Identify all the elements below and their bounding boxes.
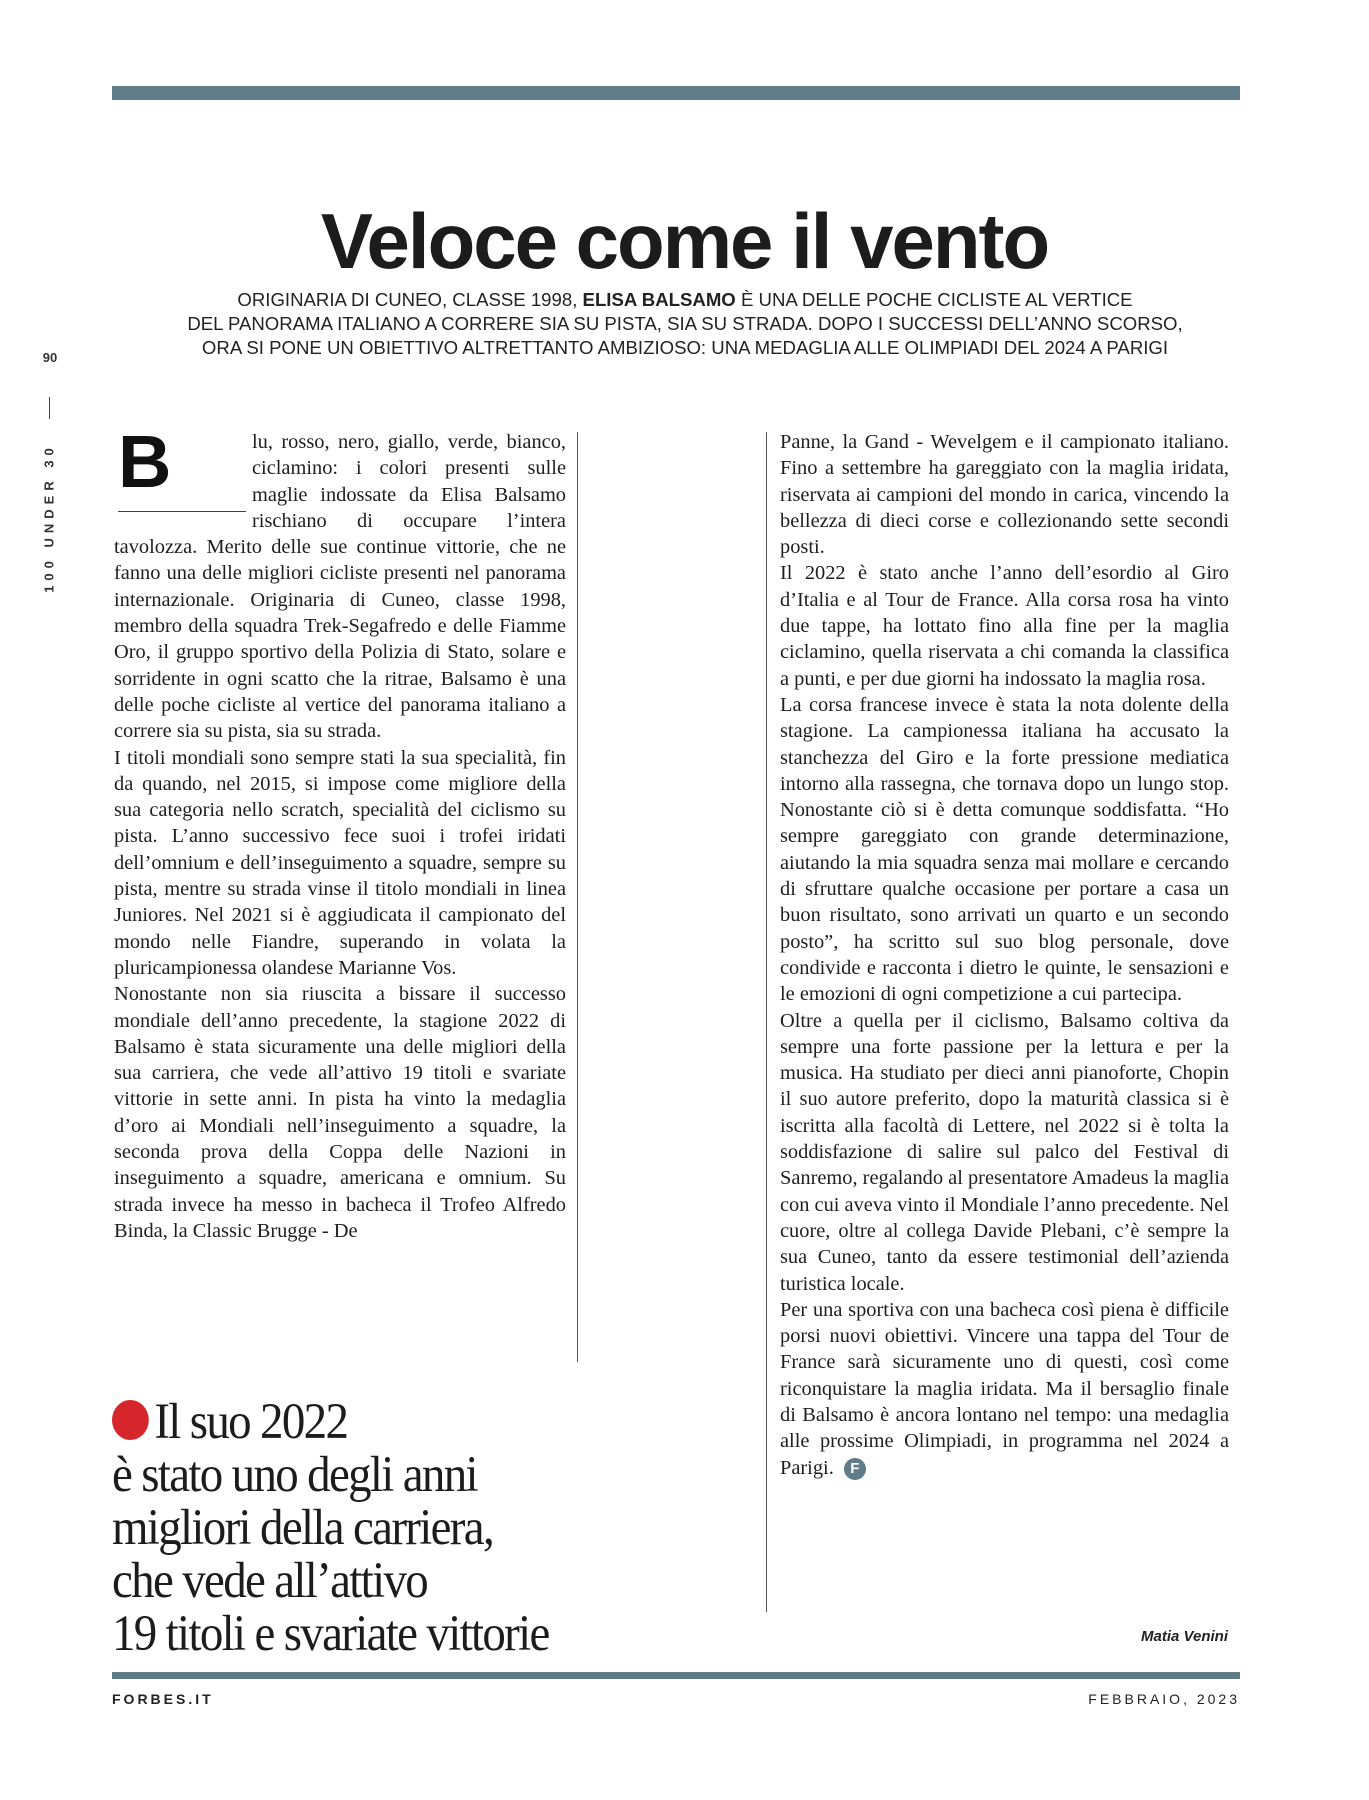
- paragraph: Nonostante non sia riuscita a bissare il successo mondiale dell’anno precedente, la stagione 2022 di Balsamo è stata sicuramente una delle migliori della sua carriera, che vede all’attivo 19 titoli e svariate vittorie in sette anni. In pista ha vinto la medaglia d’oro ai Mondiali nell’inseguimento a squadre, la seconda prova della Coppa delle Nazioni in inseguimento a squadre, americana e omnium. Su strada invece ha messo in bacheca il Trofeo Alfredo Binda, la Classic Brugge - De: [114, 983, 566, 1242]
- pull-quote-line: che vede all’attivo: [112, 1553, 428, 1609]
- article-subtitle: [130, 288, 1240, 360]
- article-column-1: [114, 420, 566, 1244]
- section-label: 100 UNDER 30: [41, 443, 57, 593]
- subtitle-line-2: DEL PANORAMA ITALIANO A CORRERE SIA SU PISTA, SIA SU STRADA. DOPO I SUCCESSI DELL’ANNO SCORSO,: [187, 313, 1183, 334]
- subtitle-text: È UNA DELLE POCHE CICLISTE AL VERTICE: [735, 289, 1133, 310]
- subtitle-name: ELISA BALSAMO: [582, 289, 736, 310]
- drop-cap: [114, 420, 252, 525]
- pull-quote: [112, 1396, 627, 1661]
- pull-quote-line: [112, 1396, 627, 1449]
- paragraph: Oltre a quella per il ciclismo, Balsamo coltiva da sempre una forte passione per la lettura e per la musica. Ha studiato per dieci anni pianoforte, Chopin il suo autore preferito, dopo la maturità classica si è iscritta alla facoltà di Lettere, nel 2022 si è tolta la soddisfazione di salire sul palco del Festival di Sanremo, regalando al presentatore Amadeus la maglia con cui aveva vinto il Mondiale l’anno precedente. Nel cuore, oltre al collega Davide Plebani, c’è sempre la sua Cuneo, tanto da essere testimonial dell’azienda turistica locale.: [780, 1009, 1229, 1295]
- footer-site: FORBES.IT: [112, 1691, 214, 1707]
- page-number: 90: [42, 350, 58, 365]
- paragraph-text: Per una sportiva con una bacheca così piena è difficile porsi nuovi obiettivi. Vincere una tappa del Tour de France sarà sicuramente uno di questi, così come riconquistare la maglia iridata. Ma il bersaglio finale di Balsamo è ancora lontano nel tempo: una medaglia alle prossime Olimpiadi, in programma nel 2024 a Parigi.: [780, 1298, 1229, 1479]
- forbes-end-mark-icon: F: [844, 1458, 866, 1480]
- subtitle-line-1: [130, 288, 1240, 312]
- paragraph: I titoli mondiali sono sempre stati la sua specialità, fin da quando, nel 2015, si impose come migliore della sua categoria nello scratch, specialità del ciclismo su pista. L’anno successivo fece suoi i trofei iridati dell’omnium e dell’inseguimento a squadre, sempre su pista, mentre su strada vinse il titolo mondiali in linea Juniores. Nel 2021 si è aggiudicata il campionato del mondo nelle Fiandre, superando in volata la pluricampionessa olandese Marianne Vos.: [114, 746, 566, 979]
- paragraph: lu, rosso, nero, giallo, verde, bianco, ciclamino: i colori presenti sulle maglie indossate da Elisa Balsamo rischiano di occupare l’intera tavolozza. Merito delle sue continue vittorie, che ne fanno una delle migliori cicliste presenti nel panorama internazionale. Originaria di Cuneo, classe 1998, membro della squadra Trek-Segafredo e delle Fiamme Oro, il gruppo sportivo della Polizia di Stato, solare e sorridente in ogni scatto che la ritrae, Balsamo è una delle poche cicliste al vertice del panorama italiano a correre sia su pista, sia su strada.: [114, 431, 566, 743]
- bottom-rule: [112, 1672, 1240, 1679]
- article-title: Veloce come il vento: [320, 197, 1049, 286]
- top-rule: [112, 86, 1240, 100]
- drop-cap-letter: B: [118, 420, 172, 503]
- drop-cap-rule: [118, 511, 246, 512]
- pull-quote-line: è stato uno degli anni: [112, 1447, 477, 1503]
- author-byline: Matia Venini: [1141, 1628, 1228, 1645]
- column-divider-2: [766, 432, 767, 1612]
- footer-issue-date: FEBBRAIO, 2023: [1088, 1691, 1240, 1707]
- subtitle-line-3: ORA SI PONE UN OBIETTIVO ALTRETTANTO AMBIZIOSO: UNA MEDAGLIA ALLE OLIMPIADI DEL 2024 A PARIGI: [201, 337, 1169, 358]
- pull-quote-line: migliori della carriera,: [112, 1500, 494, 1556]
- paragraph: Il 2022 è stato anche l’anno dell’esordio al Giro d’Italia e al Tour de France. Alla corsa rosa ha vinto due tappe, ha lottato fino alla fine per la maglia ciclamino, quella riservata a chi comanda la classifica a punti, e per due giorni ha indossato la maglia rosa.: [780, 562, 1229, 690]
- column-divider-1: [577, 432, 578, 1362]
- paragraph: La corsa francese invece è stata la nota dolente della stagione. La campionessa italiana ha accusato la stanchezza del Giro e la forte pressione mediatica intorno alla rassegna, che tornava dopo un lungo stop. Nonostante ciò si è detta comunque soddisfatta. “Ho sempre gareggiato con grande determinazione, aiutando la mia squadra senza mai mollare e cercando di sfruttare qualche occasione per portare a casa un buon risultato, sono arrivati un quarto e un secondo posto”, ha scritto sul suo blog personale, dove condivide e racconta i dietro le quinte, le sensazioni e le emozioni di ogni competizione a cui partecipa.: [780, 693, 1229, 1006]
- article-column-2: [780, 429, 1229, 1481]
- paragraph-last: [780, 1297, 1229, 1481]
- pull-quote-text: Il suo 2022: [154, 1394, 348, 1450]
- red-dot-icon: [112, 1400, 149, 1440]
- side-divider: [49, 397, 50, 419]
- pull-quote-line: 19 titoli e svariate vittorie: [112, 1606, 549, 1662]
- subtitle-text: ORIGINARIA DI CUNEO, CLASSE 1998,: [237, 289, 583, 310]
- paragraph: Panne, la Gand - Wevelgem e il campionato italiano. Fino a settembre ha gareggiato con la maglia iridata, riservata ai campioni del mondo in carica, vincendo la bellezza di dieci corse e collezionando sette secondi posti.: [780, 431, 1229, 559]
